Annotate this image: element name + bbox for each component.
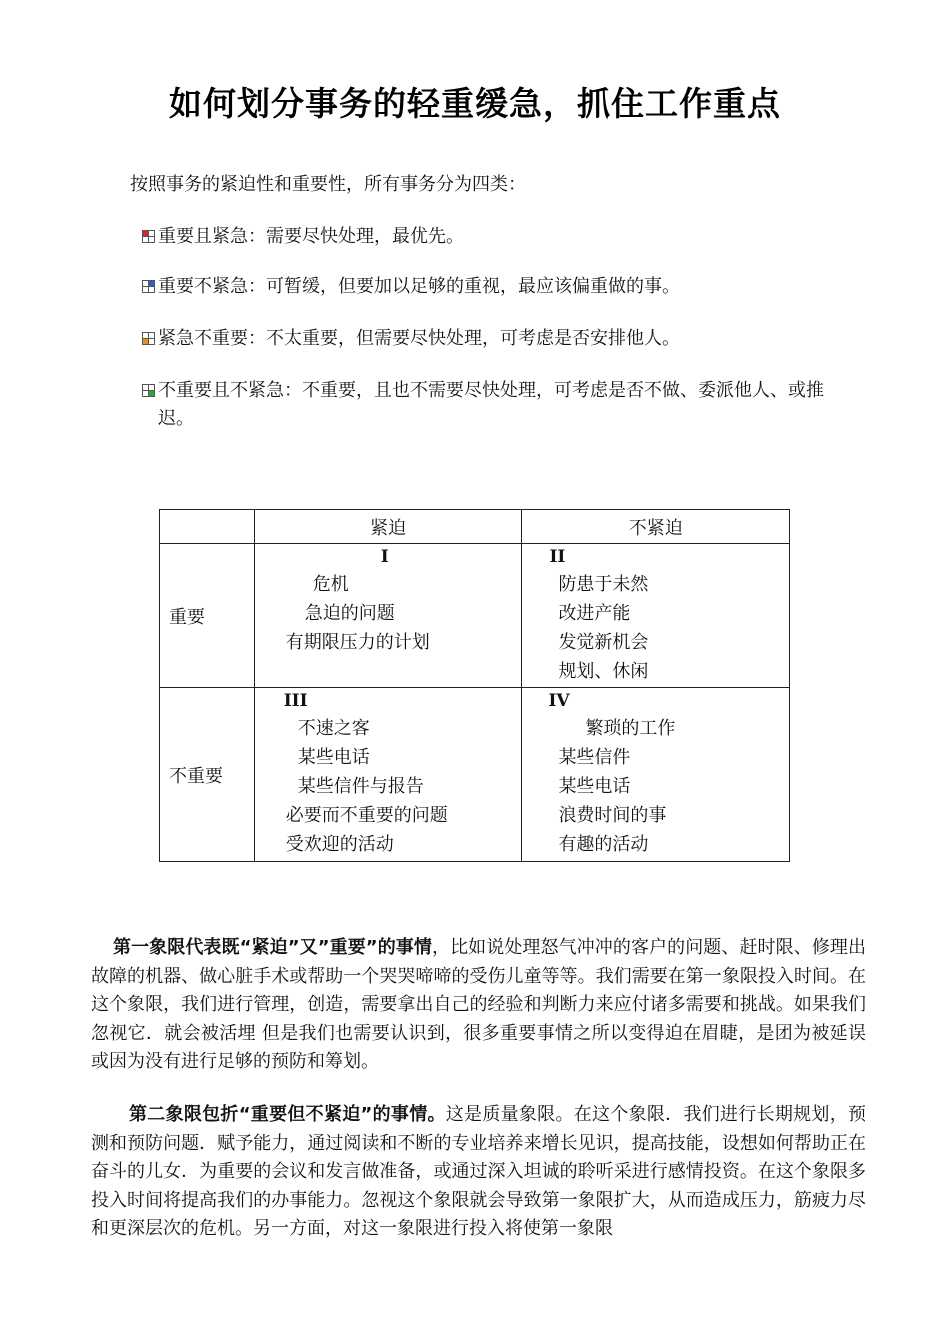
quadrant-numeral: III: [283, 691, 308, 711]
quadrant-item: 有趣的活动: [558, 834, 649, 855]
matrix-header-row: [160, 510, 790, 544]
quadrant-item: 不速之客: [297, 718, 370, 739]
category-text: 紧急不重要：不太重要，但需要尽快处理，可考虑是否安排他人。: [158, 328, 680, 349]
quadrant-icon-orange: [142, 326, 155, 339]
matrix-row-important: [160, 544, 790, 688]
quadrant-item: 浪费时间的事: [558, 805, 667, 826]
quadrant-item: 改进产能: [558, 603, 631, 624]
quadrant-item: 某些信件与报告: [297, 776, 424, 797]
column-header-urgent: 紧迫: [254, 510, 522, 544]
matrix-corner-cell: [160, 510, 255, 544]
priority-matrix-table: [159, 509, 790, 862]
body-paragraph-quadrant-2: [91, 1101, 866, 1244]
quadrant-4-cell: [522, 688, 790, 862]
quadrant-icon-red: [142, 224, 155, 237]
column-header-not-urgent: 不紧迫: [522, 510, 790, 544]
quadrant-numeral: IV: [548, 691, 570, 711]
quadrant-icon-green: [142, 378, 155, 391]
quadrant-numeral: II: [549, 547, 566, 567]
category-text: 重要不紧急：可暂缓，但要加以足够的重视，最应该偏重做的事。: [158, 276, 680, 297]
quadrant-item: 防患于未然: [558, 574, 649, 595]
quadrant-item: 某些信件: [558, 747, 631, 768]
quadrant-1-cell: [254, 544, 522, 688]
quadrant-item: 某些电话: [558, 776, 631, 797]
matrix-row-not-important: [160, 688, 790, 862]
category-item-not-urgent-not-important: [142, 377, 872, 433]
quadrant-item: 必要而不重要的问题: [285, 805, 448, 826]
category-text-continuation: 迟。: [158, 408, 194, 429]
paragraph-body: 这是质量象限。在这个象限．我们进行长期规划，预测和预防问题．赋予能力，通过阅读和不断的专业培养来增长见识，提高技能，设想如何帮助正在奋斗的儿女．为重要的会议和发言做准备，或通过深入坦诚的聆听采进行感情投资。在这个象限多投入时间将提高我们的办事能力。忽视这个象限就会导致第一象限扩大，从而造成压力，筋疲力尽和更深层次的危机。另一方面，对这一象限进行投入将使第一象限: [91, 1104, 866, 1239]
quadrant-numeral: I: [380, 547, 389, 567]
quadrant-item: 发觉新机会: [558, 632, 649, 653]
quadrant-item: 某些电话: [297, 747, 370, 768]
intro-text: 按照事务的紧迫性和重要性，所有事务分为四类：: [130, 174, 526, 195]
paragraph-lead: 第二象限包折“重要但不紧迫”的事情。: [129, 1104, 446, 1125]
category-item-important-not-urgent: [142, 273, 872, 301]
category-text: 不重要且不紧急：不重要，且也不需要尽快处理，可考虑是否不做、委派他人、或推: [158, 380, 824, 401]
page-title: 如何划分事务的轻重缓急，抓住工作重点: [169, 84, 781, 123]
quadrant-item: 急迫的问题: [304, 603, 395, 624]
quadrant-item: 危机: [312, 574, 349, 595]
body-paragraph-quadrant-1: [91, 934, 866, 1077]
quadrant-item: 规划、休闲: [558, 661, 649, 682]
quadrant-icon-blue: [142, 274, 155, 287]
paragraph-lead: 第一象限代表既“紧迫”又”重要”的事情: [113, 937, 432, 958]
category-text: 重要且紧急：需要尽快处理，最优先。: [158, 226, 464, 247]
quadrant-item: 受欢迎的活动: [285, 834, 394, 855]
category-item-urgent-important: [142, 223, 872, 251]
category-item-urgent-not-important: [142, 325, 872, 353]
quadrant-3-cell: [254, 688, 522, 862]
quadrant-item: 繁琐的工作: [585, 718, 676, 739]
quadrant-item: 有期限压力的计划: [285, 632, 430, 653]
row-header-not-important: 不重要: [160, 688, 255, 862]
quadrant-2-cell: [522, 544, 790, 688]
row-header-important: 重要: [160, 544, 255, 688]
paragraph-body: ，比如说处理怒气冲冲的客户的问题、赶时限、修理出故障的机器、做心脏手术或帮助一个哭哭啼啼的受伤儿童等等。我们需要在第一象限投入时间。在这个象限，我们进行管理，创造，需要拿出自己的经验和判断力来应付诸多需要和挑战。如果我们忽视它．就会被活埋 但是我们也需要认识到，很多重要事情之所以变得迫在眉睫，是团为被延误或因为没有进行足够的预防和筹划。: [91, 937, 866, 1072]
